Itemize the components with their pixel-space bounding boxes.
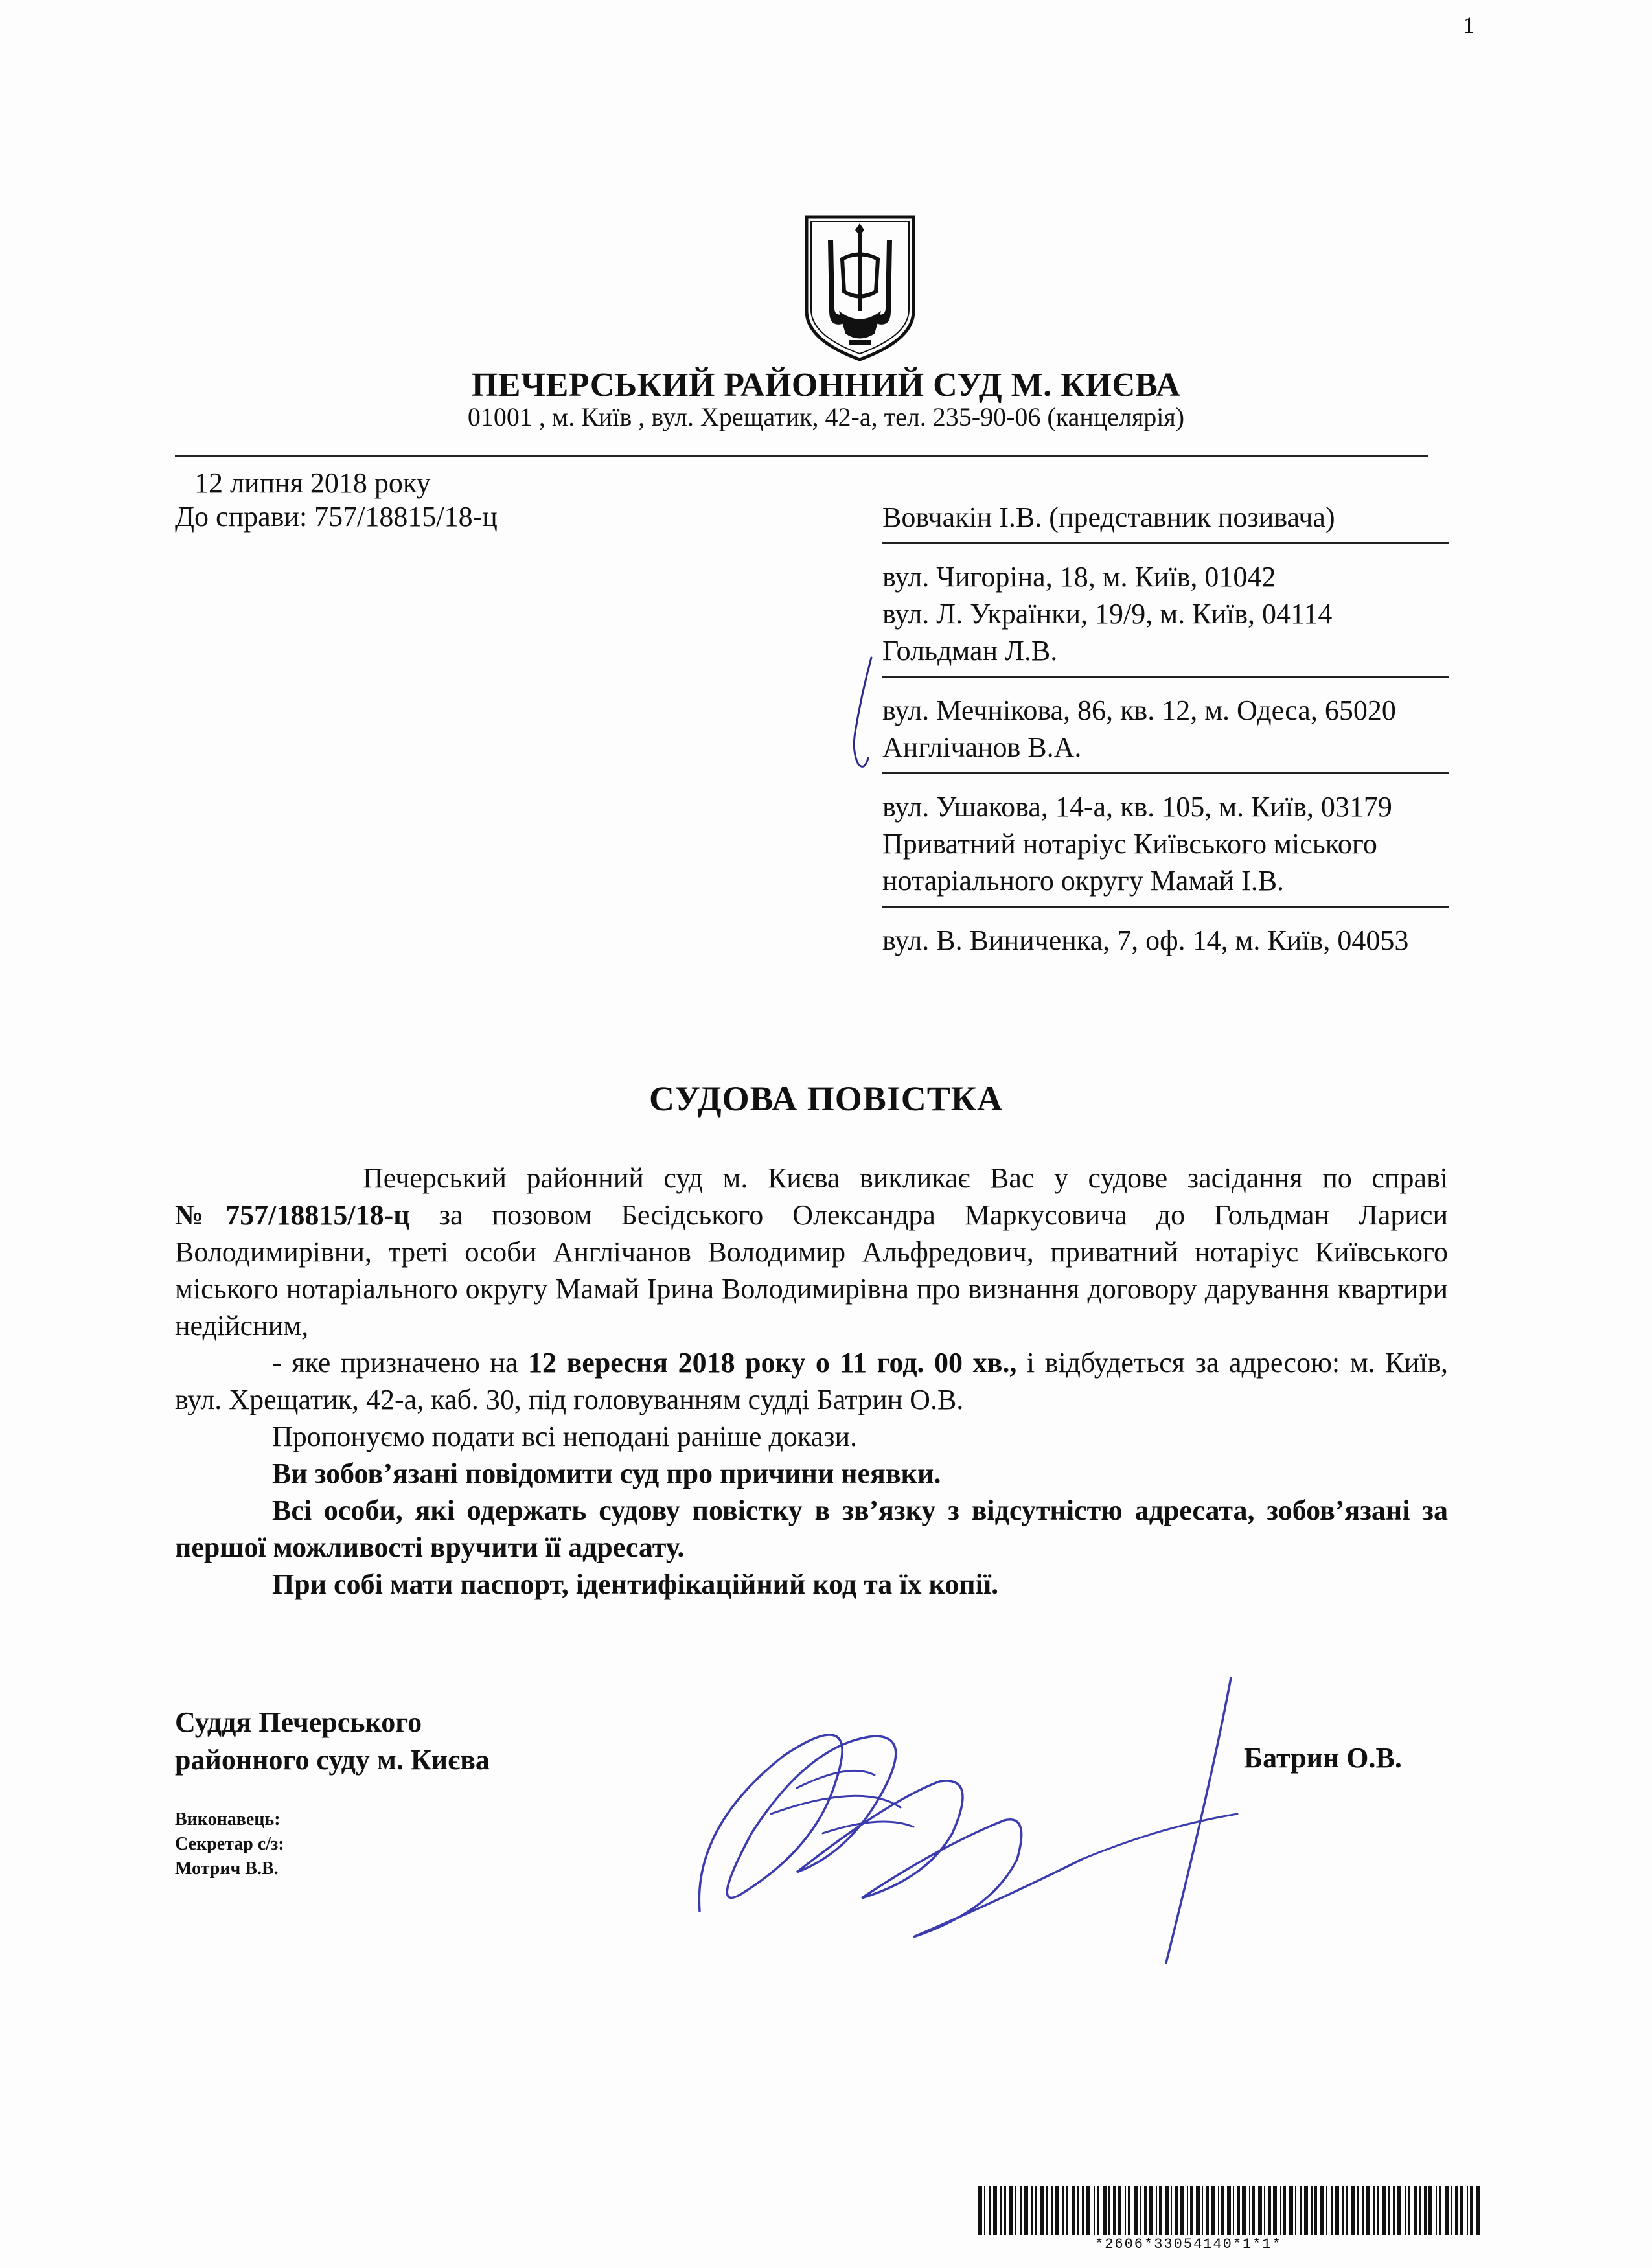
judge-title-line: Суддя Печерського: [175, 1706, 422, 1738]
recipient-name: Гольдман Л.В.: [882, 635, 1058, 667]
hearing-datetime: 12 вересня 2018 року о 11 год. 00 хв.,: [527, 1347, 1017, 1379]
court-address: 01001 , м. Київ , вул. Хрещатик, 42-а, тел. 235-90-06 (канцелярія): [467, 402, 1185, 431]
handwritten-signature: [667, 1665, 1315, 1969]
handwritten-checkmark-icon: [836, 654, 894, 777]
recipient-address: вул. Мечнікова, 86, кв. 12, м. Одеса, 65020: [882, 694, 1396, 726]
recipient-name: нотаріального округу Мамай І.В.: [882, 865, 1285, 897]
judge-title: [175, 1704, 490, 1779]
recipient-address: вул. Ушакова, 14-а, кв. 105, м. Київ, 03179: [882, 791, 1392, 823]
case-number: №757/18815/18-ц: [175, 1199, 410, 1231]
executor-line: Виконавець:: [175, 1809, 281, 1829]
recipient-divider: [882, 906, 1449, 908]
executor-block: [175, 1807, 284, 1881]
body-text: - яке призначено на: [272, 1347, 528, 1379]
body-paragraph: [175, 1160, 1448, 1344]
summons-body: [175, 1160, 1448, 1603]
case-reference: До справи: 757/18815/18-ц: [175, 501, 498, 533]
barcode-text: *2606*33054140*1*1*: [1095, 2236, 1282, 2252]
judge-name: Батрин О.В.: [1244, 1742, 1402, 1774]
body-text: за позовом Бесідського Олександра Маркусовича до Гольдман Лариси Володимирівни, треті особи Англічанов Володимир Альфредович, приватний нотаріус Київського міського нотаріального округу Мамай Ірина Володимирівна про визнання договору дарування квартири недійсним,: [175, 1199, 1449, 1342]
judge-title-line: районного суду м. Києва: [175, 1744, 490, 1776]
recipient-address: вул. Чигоріна, 18, м. Київ, 01042: [882, 561, 1276, 593]
recipient-divider: [882, 676, 1449, 678]
header-divider: [175, 455, 1428, 457]
body-paragraph-bold: Всі особи, які одержать судову повістку в зв’язку з відсутністю адресата, зобов’язані за першої можливості вручити її адресату.: [175, 1495, 1448, 1563]
executor-line: Мотрич В.В.: [175, 1859, 279, 1879]
recipient-divider: [882, 772, 1449, 774]
body-paragraph-bold: При собі мати паспорт, ідентифікаційний код та їх копії.: [272, 1568, 999, 1600]
recipient-name: Вовчакін І.В. (представник позивача): [882, 501, 1335, 533]
recipient-address: вул. Л. Українки, 19/9, м. Київ, 04114: [882, 598, 1333, 630]
executor-line: Секретар с/з:: [175, 1834, 284, 1854]
document-date: 12 липня 2018 року: [194, 467, 431, 499]
body-text: і відбудеться за адресою: м. Київ, вул. Хрещатик, 42-а, каб. 30, під головуванням судді Батрин О.В.: [175, 1347, 1449, 1415]
body-text: Печерський районний суд м. Києва викликає Вас у судове засідання по справі: [363, 1162, 1448, 1194]
recipient-divider: [882, 542, 1449, 544]
body-paragraph-bold: Ви зобов’язані повідомити суд про причини неявки.: [272, 1458, 941, 1489]
body-paragraph: Пропонуємо подати всі неподані раніше докази.: [272, 1421, 858, 1452]
coat-of-arms-icon: [803, 214, 917, 363]
body-paragraph: [175, 1344, 1448, 1418]
recipient-address: вул. В. Виниченка, 7, оф. 14, м. Київ, 04053: [882, 924, 1409, 956]
court-name: ПЕЧЕРСЬКИЙ РАЙОННИЙ СУД М. КИЄВА: [471, 367, 1181, 404]
page-number: 1: [1463, 12, 1474, 38]
recipients-block: [882, 499, 1452, 959]
recipient-name: Англічанов В.А.: [882, 731, 1082, 763]
document-title: СУДОВА ПОВІСТКА: [649, 1079, 1003, 1118]
barcode: [978, 2186, 1484, 2235]
recipient-name: Приватний нотаріус Київського міського: [882, 828, 1377, 860]
